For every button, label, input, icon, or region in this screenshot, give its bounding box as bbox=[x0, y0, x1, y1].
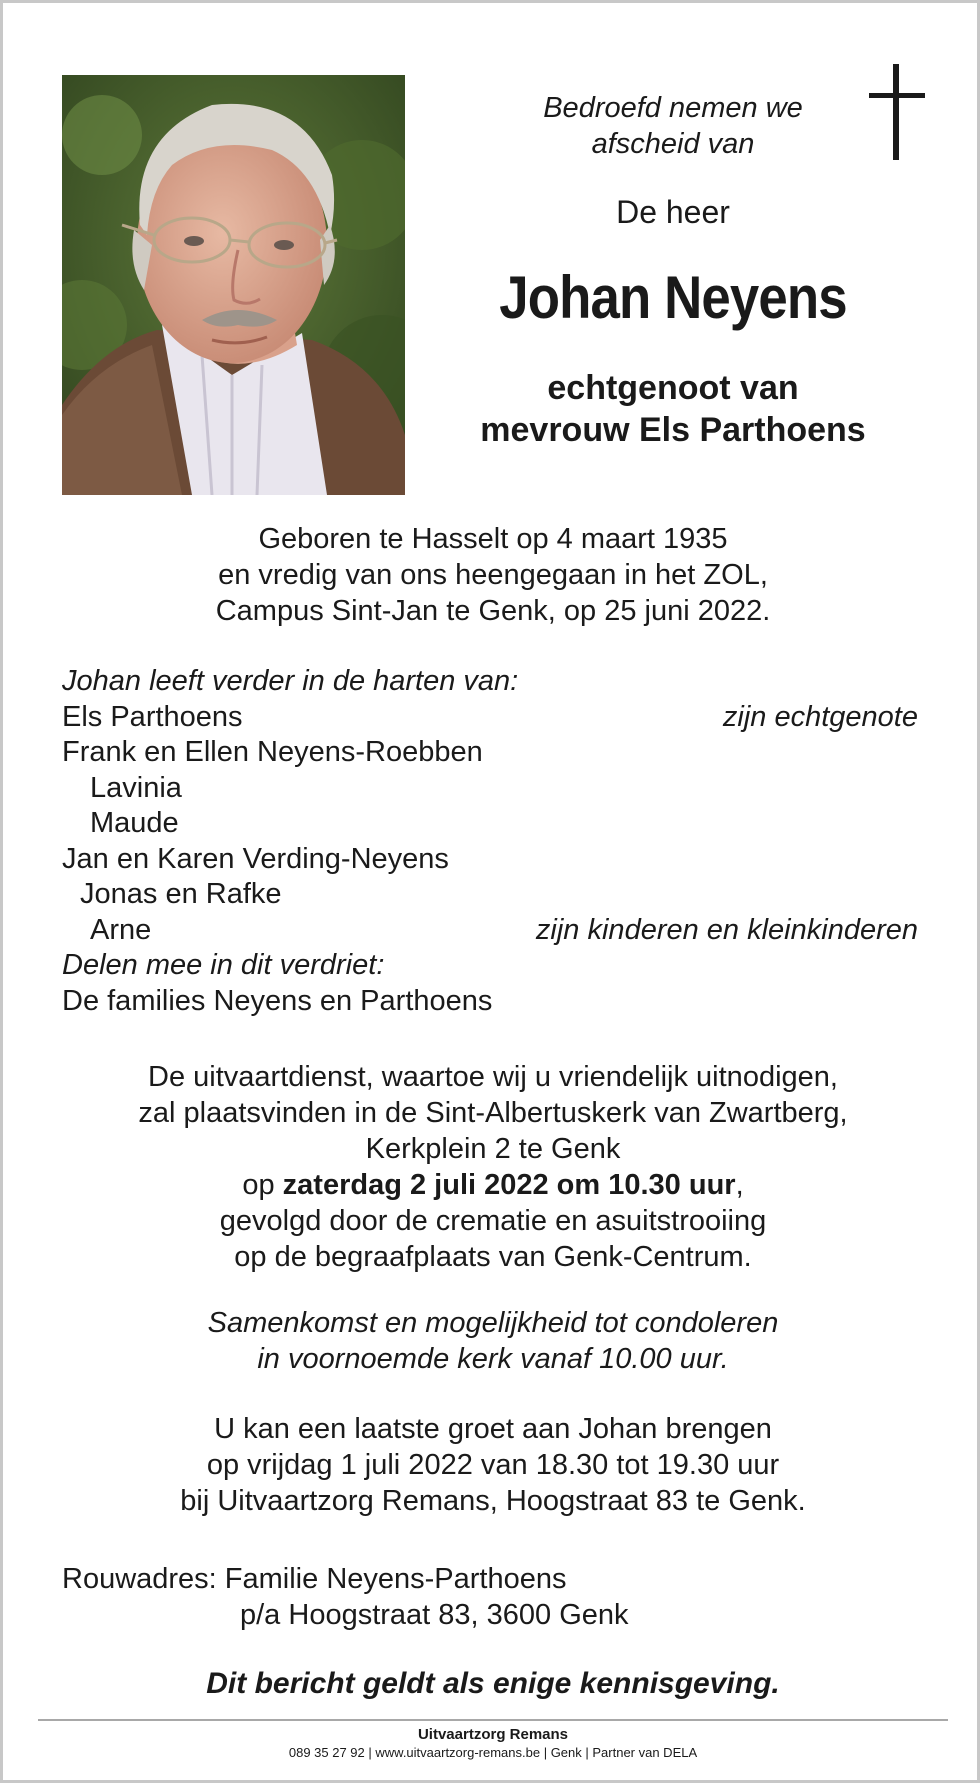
footer-divider bbox=[38, 1719, 948, 1721]
spouse-info bbox=[448, 367, 898, 451]
list-item: Jonas en Rafke bbox=[80, 878, 282, 910]
gathering-line: Samenkomst en mogelijkheid tot condoleren bbox=[207, 1307, 779, 1339]
list-item: Maude bbox=[90, 807, 179, 839]
born-line: Geboren te Hasselt op 4 maart 1935 bbox=[258, 523, 728, 555]
service-date-prefix: op bbox=[242, 1169, 283, 1201]
spouse-name: Els Parthoens bbox=[62, 700, 243, 733]
list-item: Jan en Karen Verding-Neyens bbox=[62, 842, 449, 875]
spouse-line: mevrouw Els Parthoens bbox=[480, 411, 866, 449]
service-line: op de begraafplaats van Genk-Centrum. bbox=[234, 1241, 752, 1273]
gathering-line: in voornoemde kerk vanaf 10.00 uur. bbox=[257, 1343, 729, 1375]
children-role: zijn kinderen en kleinkinderen bbox=[535, 913, 918, 946]
service-line: gevolgd door de crematie en asuitstrooiing bbox=[219, 1205, 767, 1237]
service-line: De uitvaartdienst, waartoe wij u vriendelijk uitnodigen, bbox=[148, 1061, 838, 1093]
mourning-address bbox=[62, 1561, 629, 1633]
notice-text: Dit bericht geldt als enige kennisgeving. bbox=[206, 1667, 780, 1700]
intro-line: afscheid van bbox=[591, 128, 755, 160]
born-line: Campus Sint-Jan te Genk, op 25 juni 2022. bbox=[215, 595, 771, 627]
share-intro: Delen mee in dit verdriet: bbox=[62, 949, 385, 981]
farewell-line: bij Uitvaartzorg Remans, Hoogstraat 83 te Genk. bbox=[180, 1485, 806, 1517]
survivors-list bbox=[62, 664, 918, 1019]
funeral-home-contact: 089 35 27 92 | www.uitvaartzorg-remans.be | Genk | Partner van DELA bbox=[288, 1745, 698, 1760]
condolence-info bbox=[63, 1305, 923, 1377]
honorific: De heer bbox=[616, 194, 730, 230]
farewell-line: U kan een laatste groet aan Johan brengen bbox=[214, 1413, 772, 1445]
spouse-role: zijn echtgenote bbox=[722, 700, 918, 733]
list-item bbox=[62, 913, 918, 949]
funeral-service-info bbox=[63, 1059, 923, 1275]
list-item: De families Neyens en Parthoens bbox=[62, 984, 493, 1017]
list-item: Lavinia bbox=[90, 771, 182, 804]
survivors-intro: Johan leeft verder in de harten van: bbox=[62, 665, 519, 697]
funeral-home-name: Uitvaartzorg Remans bbox=[417, 1726, 569, 1743]
intro-text bbox=[448, 90, 898, 162]
service-date-suffix: , bbox=[735, 1169, 744, 1201]
birth-death-info bbox=[63, 521, 923, 629]
farewell-line: op vrijdag 1 juli 2022 van 18.30 tot 19.30 uur bbox=[206, 1449, 780, 1481]
service-date-line bbox=[63, 1167, 923, 1203]
address-line: Rouwadres: Familie Neyens-Parthoens bbox=[62, 1563, 567, 1595]
service-line: zal plaatsvinden in de Sint-Albertuskerk van Zwartberg, bbox=[138, 1097, 848, 1129]
service-date: zaterdag 2 juli 2022 om 10.30 uur bbox=[282, 1169, 736, 1201]
farewell-info bbox=[63, 1411, 923, 1519]
address-line: p/a Hoogstraat 83, 3600 Genk bbox=[240, 1599, 629, 1631]
list-item: Frank en Ellen Neyens-Roebben bbox=[62, 736, 483, 768]
spouse-line: echtgenoot van bbox=[547, 369, 799, 407]
portrait-photo bbox=[62, 75, 405, 495]
list-item bbox=[62, 700, 918, 736]
deceased-name: Johan Neyens bbox=[499, 264, 847, 331]
service-line: Kerkplein 2 te Genk bbox=[365, 1133, 621, 1165]
born-line: en vredig van ons heengegaan in het ZOL, bbox=[218, 559, 768, 591]
intro-line: Bedroefd nemen we bbox=[543, 92, 803, 124]
grandchild-name: Arne bbox=[90, 913, 152, 946]
